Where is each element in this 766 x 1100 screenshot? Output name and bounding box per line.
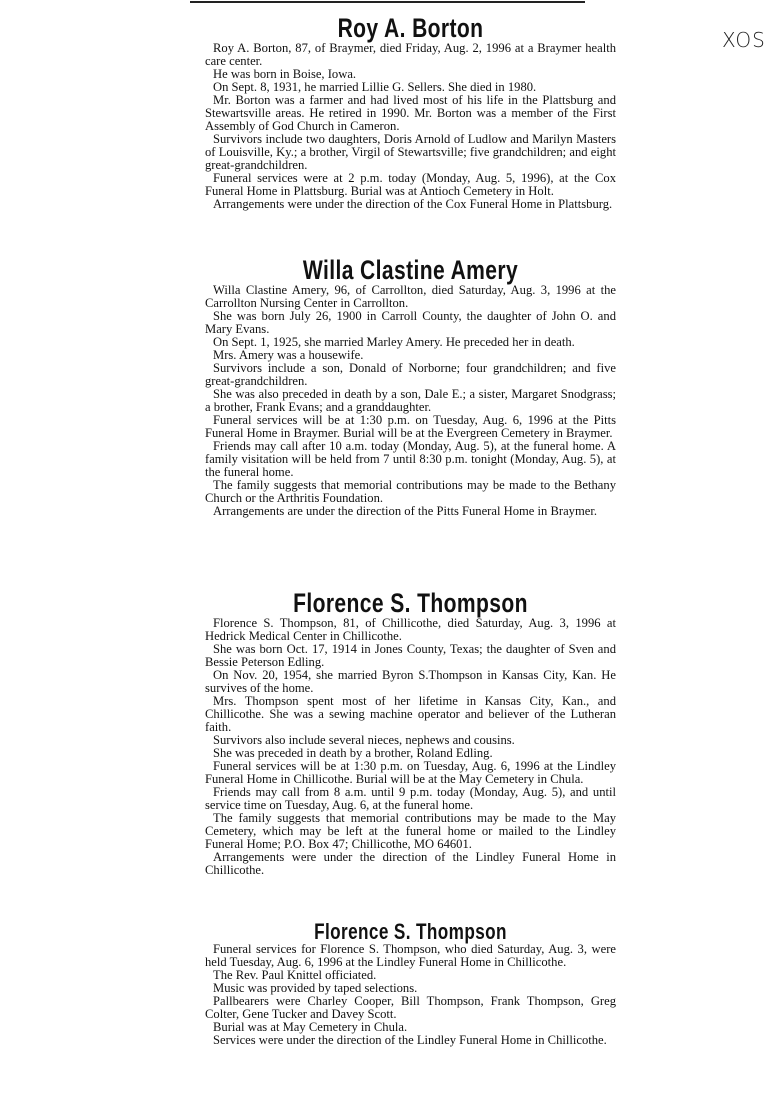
obituary-title: Florence S. Thompson bbox=[293, 588, 528, 618]
obituary-body bbox=[205, 284, 616, 518]
obituary-paragraph: Survivors include a son, Donald of Norborne; four grandchildren; and five great-grandchildren. bbox=[205, 361, 616, 389]
obituary-body bbox=[205, 42, 616, 211]
obituary-paragraph: Funeral services will be at 1:30 p.m. on Tuesday, Aug. 6, 1996 at the Lindley Funeral Home in Chillicothe. Burial will be at the May Cemetery in Chula. bbox=[205, 759, 616, 787]
obituary-paragraph: Willa Clastine Amery, 96, of Carrollton, died Saturday, Aug. 3, 1996 at the Carrollton Nursing Center in Carrollton. bbox=[205, 283, 616, 311]
obituary-paragraph: Arrangements were under the direction of the Cox Funeral Home in Plattsburg. bbox=[213, 197, 613, 212]
obituary-paragraph: Florence S. Thompson, 81, of Chillicothe, died Saturday, Aug. 3, 1996 at Hedrick Medical Center in Chillicothe. bbox=[205, 616, 616, 644]
obituary-paragraph: On Sept. 1, 1925, she married Marley Amery. He preceded her in death. bbox=[213, 335, 575, 350]
obituary-paragraph: Funeral services for Florence S. Thompson, who died Saturday, Aug. 3, were held Tuesday, Aug. 6, 1996 at the Lindley Funeral Home in Chillicothe. bbox=[205, 942, 616, 970]
obituary-paragraph: She was born July 26, 1900 in Carroll County, the daughter of John O. and Mary Evans. bbox=[205, 309, 616, 337]
obituary-paragraph: Arrangements are under the direction of the Pitts Funeral Home in Braymer. bbox=[213, 504, 597, 519]
obituary-paragraph: Music was provided by taped selections. bbox=[213, 981, 418, 996]
obituary-paragraph: On Nov. 20, 1954, she married Byron S.Thompson in Kansas City, Kan. He survives of the home. bbox=[205, 668, 616, 696]
obituary-paragraph: On Sept. 8, 1931, he married Lillie G. Sellers. She died in 1980. bbox=[213, 80, 537, 95]
obituary-body bbox=[205, 617, 616, 877]
obituary-paragraph: She was born Oct. 17, 1914 in Jones County, Texas; the daughter of Sven and Bessie Peterson Edling. bbox=[205, 642, 616, 670]
obituary-paragraph: Burial was at May Cemetery in Chula. bbox=[213, 1020, 408, 1035]
top-rule bbox=[190, 1, 585, 3]
obituary-paragraph: Arrangements were under the direction of the Lindley Funeral Home in Chillicothe. bbox=[205, 850, 616, 878]
obituary-paragraph: Survivors include two daughters, Doris Arnold of Ludlow and Marilyn Masters of Louisville, Ky.; a brother, Virgil of Stewartsville; five grandchildren; and eight great-grandchildren. bbox=[205, 132, 616, 173]
obituary-paragraph: The Rev. Paul Knittel officiated. bbox=[213, 968, 377, 983]
obituary-paragraph: Mrs. Amery was a housewife. bbox=[213, 348, 364, 363]
obituary-willa-amery bbox=[205, 256, 616, 518]
obituary-paragraph: She was also preceded in death by a son, Dale E.; a sister, Margaret Snodgrass; a brother, Frank Evans; and a granddaughter. bbox=[205, 387, 616, 415]
handwritten-mark: XOS bbox=[722, 28, 766, 52]
obituary-paragraph: Services were under the direction of the Lindley Funeral Home in Chillicothe. bbox=[213, 1033, 607, 1048]
obituary-paragraph: Roy A. Borton, 87, of Braymer, died Friday, Aug. 2, 1996 at a Braymer health care center. bbox=[205, 41, 616, 69]
obituary-paragraph: She was preceded in death by a brother, Roland Edling. bbox=[213, 746, 493, 761]
obituary-paragraph: Funeral services were at 2 p.m. today (Monday, Aug. 5, 1996), at the Cox Funeral Home in Plattsburg. Burial was at Antioch Cemetery in Holt. bbox=[205, 171, 616, 199]
obituary-roy-borton bbox=[205, 14, 616, 211]
obituary-paragraph: He was born in Boise, Iowa. bbox=[213, 67, 357, 82]
obituary-florence-thompson-services bbox=[205, 920, 616, 1047]
obituary-paragraph: The family suggests that memorial contributions may be made to the Bethany Church or the Arthritis Foundation. bbox=[205, 478, 616, 506]
obituary-paragraph: The family suggests that memorial contributions may be made to the May Cemetery, which may be left at the funeral home or mailed to the Lindley Funeral Home; P.O. Box 47; Chillicothe, MO 64601. bbox=[205, 811, 616, 852]
obituary-body bbox=[205, 943, 616, 1047]
obituary-florence-thompson bbox=[205, 589, 616, 877]
obituary-title: Florence S. Thompson bbox=[314, 919, 507, 944]
obituary-paragraph: Friends may call after 10 a.m. today (Monday, Aug. 5), at the funeral home. A family visitation will be held from 7 until 8:30 p.m. tonight (Monday, Aug. 5), at the funeral home. bbox=[205, 439, 616, 480]
obituary-paragraph: Survivors also include several nieces, nephews and cousins. bbox=[213, 733, 515, 748]
obituary-title: Willa Clastine Amery bbox=[302, 255, 519, 285]
obituary-paragraph: Mr. Borton was a farmer and had lived most of his life in the Plattsburg and Stewartsville areas. He retired in 1990. Mr. Borton was a member of the First Assembly of God Church in Cameron. bbox=[205, 93, 616, 134]
obituary-paragraph: Friends may call from 8 a.m. until 9 p.m. today (Monday, Aug. 5), and until service time on Tuesday, Aug. 6, at the funeral home. bbox=[205, 785, 616, 813]
obituary-paragraph: Pallbearers were Charley Cooper, Bill Thompson, Frank Thompson, Greg Colter, Gene Tucker and Davey Scott. bbox=[205, 994, 616, 1022]
obituary-paragraph: Mrs. Thompson spent most of her lifetime in Kansas City, Kan., and Chillicothe. She was a sewing machine operator and believer of the Lutheran faith. bbox=[205, 694, 616, 735]
obituary-paragraph: Funeral services will be at 1:30 p.m. on Tuesday, Aug. 6, 1996 at the Pitts Funeral Home in Braymer. Burial will be at the Evergreen Cemetery in Braymer. bbox=[205, 413, 616, 441]
obituary-title: Roy A. Borton bbox=[337, 13, 484, 43]
